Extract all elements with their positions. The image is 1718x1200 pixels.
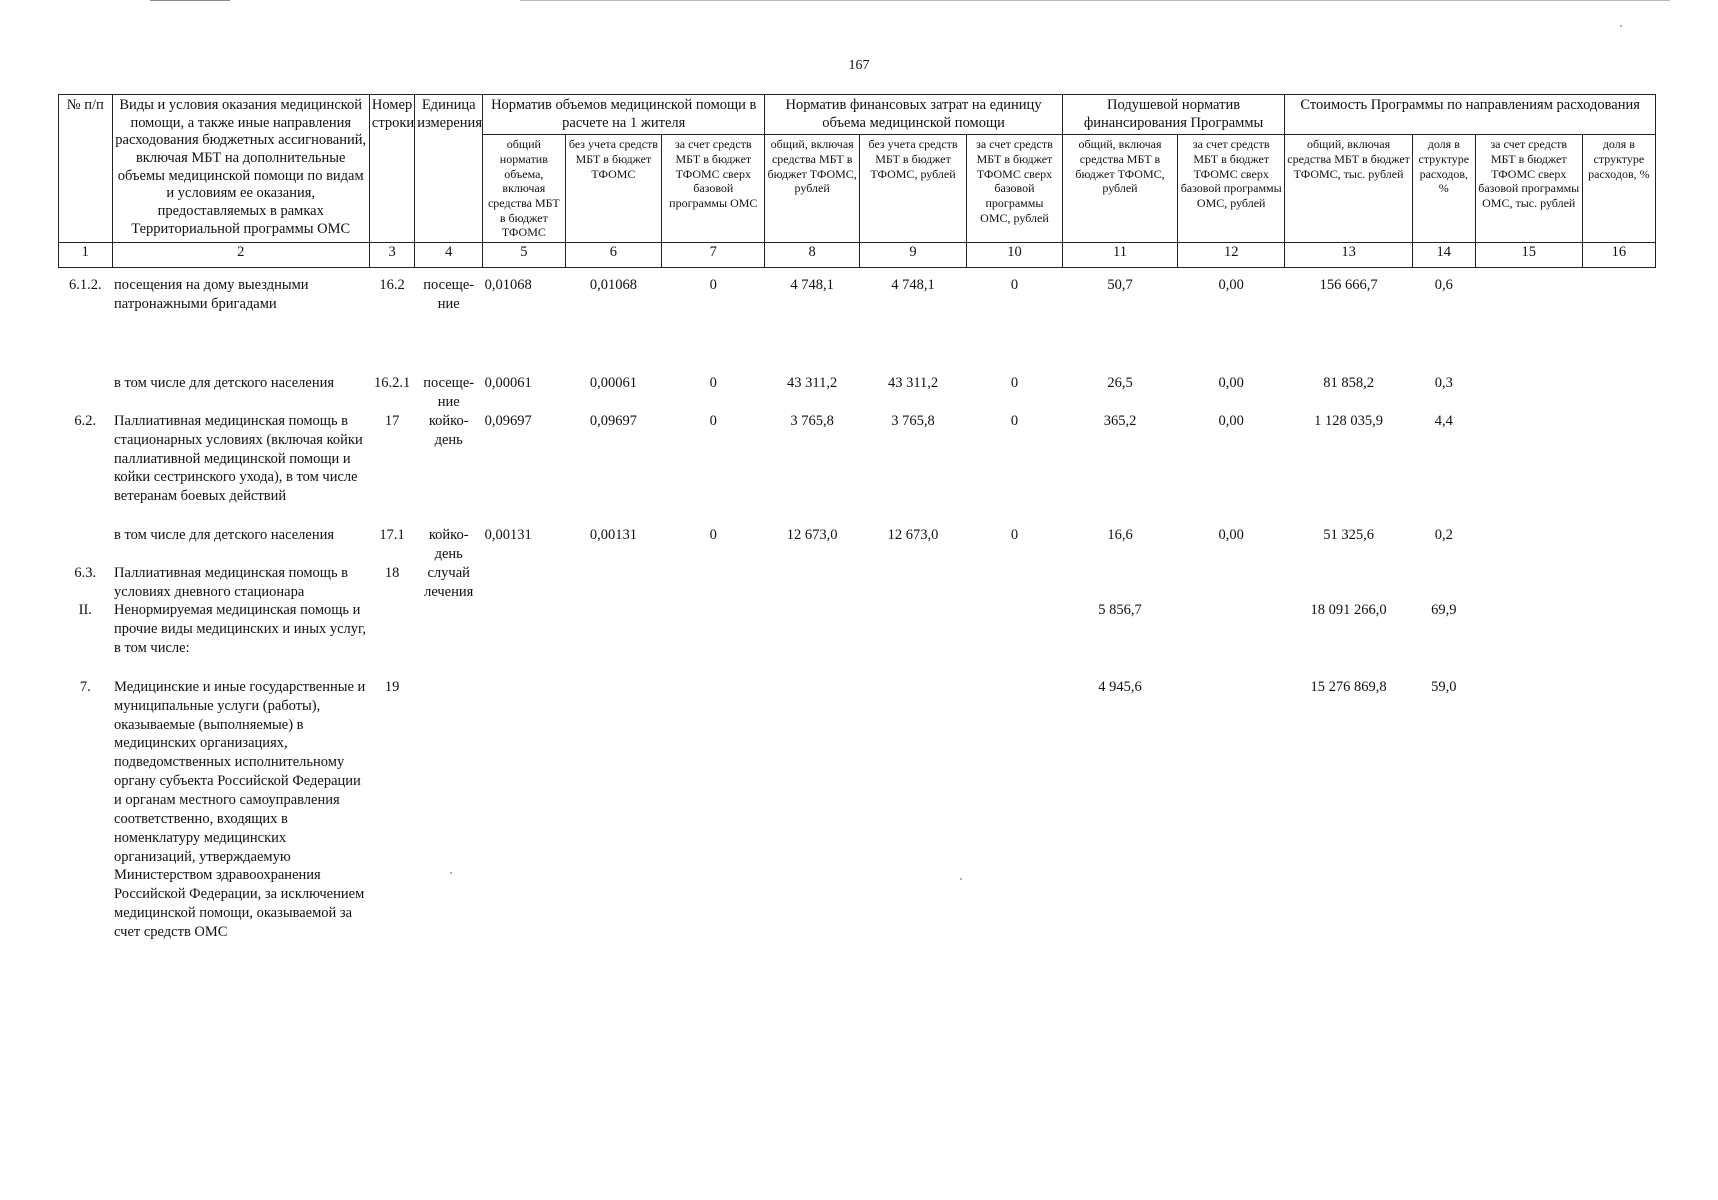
- header-sub-16: доля в структуре расходов, %: [1582, 135, 1655, 242]
- row-unit: койко-день: [428, 527, 469, 562]
- volume-without-mbt: 0,00131: [589, 527, 637, 544]
- row-line-number: 17: [384, 412, 400, 429]
- volume-total: [483, 601, 565, 658]
- scan-speck: [960, 878, 962, 880]
- per-capita-mbt: 0,00: [1218, 412, 1244, 429]
- row-name: Паллиативная медицинская помощь в условиях дневного стационара: [114, 564, 349, 600]
- column-number: 8: [765, 242, 860, 268]
- header-sub-9: без учета средств МБТ в бюджет ТФОМС, рублей: [860, 135, 967, 242]
- cost-total: [1285, 564, 1413, 602]
- volume-total: 0,00131: [484, 527, 532, 544]
- row-name: Паллиативная медицинская помощь в стационарных условиях (включая койки паллиативной медицинской помощи и койки сестринского ухода), в том числе ветеранам боевых действий: [114, 412, 363, 505]
- column-number: 16: [1582, 242, 1655, 268]
- header-col-no: № п/п: [59, 95, 113, 243]
- volume-total: [483, 678, 565, 942]
- volume-without-mbt: [565, 601, 662, 658]
- row-line-number: 19: [384, 678, 400, 695]
- volume-without-mbt: [565, 678, 662, 942]
- cost-mbt: [1475, 276, 1582, 314]
- finance-mbt: 0: [1010, 527, 1019, 544]
- header-sub-5: общий норматив объема, включая средства МБТ в бюджет ТФОМС: [483, 135, 565, 242]
- volume-mbt: [662, 678, 765, 942]
- finance-mbt: [967, 601, 1063, 658]
- column-number: 10: [967, 242, 1063, 268]
- row-number: 7.: [79, 678, 91, 695]
- per-capita-total: 26,5: [1107, 375, 1133, 392]
- per-capita-total: [1062, 564, 1177, 602]
- volume-without-mbt: 0,01068: [589, 277, 637, 294]
- row-name: в том числе для детского населения: [114, 375, 335, 392]
- column-number-row: [59, 242, 1656, 268]
- header-group-per-capita: Подушевой норматив финансирования Программы: [1062, 95, 1284, 135]
- per-capita-mbt: 0,00: [1218, 527, 1244, 544]
- volume-without-mbt: 0,09697: [589, 412, 637, 429]
- cost-mbt: [1475, 412, 1582, 506]
- row-number: [59, 374, 113, 412]
- row-name: в том числе для детского населения: [114, 527, 335, 544]
- per-capita-total: 5 856,7: [1098, 602, 1142, 619]
- cost-total: 156 666,7: [1319, 277, 1378, 294]
- finance-total: [765, 678, 860, 942]
- row-line-number: 16.2: [379, 277, 405, 294]
- cost-total: 18 091 266,0: [1310, 602, 1387, 619]
- header-sub-13: общий, включая средства МБТ в бюджет ТФОМС, тыс. рублей: [1285, 135, 1413, 242]
- finance-without-mbt: [860, 564, 967, 602]
- column-number: 3: [369, 242, 414, 268]
- cost-share: 59,0: [1431, 678, 1457, 695]
- volume-total: [483, 564, 565, 602]
- row-unit: койко-день: [428, 412, 469, 448]
- finance-mbt: 0: [1010, 412, 1019, 429]
- finance-mbt: [967, 564, 1063, 602]
- header-col-unit: Единица измерения: [415, 95, 483, 243]
- per-capita-mbt: [1178, 678, 1285, 942]
- cost-mbt-share: [1582, 678, 1655, 942]
- cost-mbt-share: [1582, 564, 1655, 602]
- volume-mbt: 0: [709, 527, 717, 544]
- table-row: [59, 564, 1656, 602]
- row-line-number: [369, 601, 414, 658]
- row-unit: случай лечения: [424, 564, 474, 600]
- cost-mbt-share: [1582, 526, 1655, 564]
- row-number: [59, 526, 113, 564]
- scan-speck: [450, 872, 452, 874]
- cost-mbt: [1475, 678, 1582, 942]
- row-unit: посеще-ние: [423, 277, 475, 313]
- volume-without-mbt: [565, 564, 662, 602]
- finance-without-mbt: [860, 678, 967, 942]
- header-col-name: Виды и условия оказания медицинской помощи, а также иные направления расходования бюджетных ассигнований, включая МБТ на дополнительные объемы медицинской помощи по видам и условиям ее оказания, предоставляемых в рамках Территориальной программы ОМС: [112, 95, 369, 243]
- column-number: 7: [662, 242, 765, 268]
- per-capita-mbt: [1178, 564, 1285, 602]
- cost-total: 51 325,6: [1323, 527, 1374, 544]
- header-sub-14: доля в структуре расходов, %: [1412, 135, 1475, 242]
- row-name: посещения на дому выездными патронажными бригадами: [114, 277, 309, 313]
- cost-share: 69,9: [1431, 602, 1457, 619]
- finance-total: 43 311,2: [787, 375, 838, 392]
- cost-total: 1 128 035,9: [1314, 412, 1384, 429]
- volume-mbt: 0: [709, 375, 717, 392]
- row-name: Ненормируемая медицинская помощь и прочие виды медицинских и иных услуг, в том числе:: [114, 602, 366, 657]
- per-capita-total: 4 945,6: [1098, 678, 1142, 695]
- cost-share: 0,2: [1434, 527, 1453, 544]
- cost-mbt: [1475, 601, 1582, 658]
- column-number: 15: [1475, 242, 1582, 268]
- scan-speck: [1620, 25, 1622, 27]
- header-sub-10: за счет средств МБТ в бюджет ТФОМС сверх базовой программы ОМС, рублей: [967, 135, 1063, 242]
- finance-without-mbt: [860, 601, 967, 658]
- cost-mbt: [1475, 374, 1582, 412]
- cost-total: 15 276 869,8: [1310, 678, 1387, 695]
- header-group-cost: Стоимость Программы по направлениям расходования: [1285, 95, 1656, 135]
- finance-total: [765, 564, 860, 602]
- volume-total: 0,00061: [484, 375, 532, 392]
- volume-mbt: 0: [709, 277, 717, 294]
- cost-mbt-share: [1582, 374, 1655, 412]
- table-row: [59, 412, 1656, 506]
- column-number: 11: [1062, 242, 1177, 268]
- table-row: [59, 601, 1656, 658]
- column-number: 1: [59, 242, 113, 268]
- row-line-number: 17.1: [379, 527, 405, 544]
- cost-mbt: [1475, 564, 1582, 602]
- row-number: 6.3.: [74, 564, 97, 581]
- scan-edge-line: [150, 0, 230, 1]
- finance-without-mbt: 3 765,8: [891, 412, 935, 429]
- row-number: II.: [78, 602, 92, 619]
- row-unit: посеще-ние: [423, 375, 475, 410]
- finance-total: 4 748,1: [790, 277, 834, 294]
- volume-mbt: [662, 564, 765, 602]
- per-capita-total: 50,7: [1107, 277, 1133, 294]
- header-sub-12: за счет средств МБТ в бюджет ТФОМС сверх базовой программы ОМС, рублей: [1178, 135, 1285, 242]
- row-spacer: [59, 314, 1656, 374]
- table-row: [59, 374, 1656, 412]
- header-sub-6: без учета средств МБТ в бюджет ТФОМС: [565, 135, 662, 242]
- finance-mbt: 0: [1010, 375, 1019, 392]
- per-capita-mbt: 0,00: [1218, 375, 1244, 392]
- per-capita-mbt: [1178, 601, 1285, 658]
- program-cost-table: [58, 94, 1656, 942]
- cost-share: 0,3: [1434, 375, 1453, 392]
- cost-share: [1412, 564, 1475, 602]
- column-number: 14: [1412, 242, 1475, 268]
- header-sub-15: за счет средств МБТ в бюджет ТФОМС сверх базовой программы ОМС, тыс. рублей: [1475, 135, 1582, 242]
- column-number: 5: [483, 242, 565, 268]
- row-line-number: 16.2.1: [373, 375, 411, 392]
- table-row: [59, 276, 1656, 314]
- header-sub-11: общий, включая средства МБТ в бюджет ТФОМС, рублей: [1062, 135, 1177, 242]
- cost-share: 0,6: [1434, 277, 1453, 294]
- row-number: 6.1.2.: [68, 277, 102, 294]
- row-spacer: [59, 658, 1656, 678]
- row-name: Медицинские и иные государственные и муниципальные услуги (работы), оказываемые (выполняемые) в медицинских организациях, подведомственных исполнительному органу субъекта Российской Федерации и органам местного самоуправления соответственно, входящих в номенклатуру медицинских организаций, утверждаемую Министерством здравоохранения Российской Федерации, за исключением медицинской помощи, оказываемой за счет средств ОМС: [114, 678, 366, 940]
- finance-mbt: [967, 678, 1063, 942]
- volume-total: 0,09697: [484, 412, 532, 429]
- row-number: 6.2.: [74, 412, 97, 429]
- finance-without-mbt: 4 748,1: [891, 277, 935, 294]
- column-number: 13: [1285, 242, 1413, 268]
- finance-without-mbt: 12 673,0: [887, 527, 939, 544]
- row-line-number: 18: [384, 564, 400, 581]
- finance-total: [765, 601, 860, 658]
- volume-without-mbt: 0,00061: [589, 375, 637, 392]
- per-capita-total: 365,2: [1103, 412, 1137, 429]
- per-capita-total: 16,6: [1107, 527, 1133, 544]
- per-capita-mbt: 0,00: [1218, 277, 1244, 294]
- row-spacer: [59, 506, 1656, 526]
- table-row: [59, 678, 1656, 942]
- finance-without-mbt: 43 311,2: [887, 375, 939, 392]
- column-number: 6: [565, 242, 662, 268]
- cost-share: 4,4: [1434, 412, 1453, 429]
- row-unit: [415, 678, 483, 942]
- cost-mbt: [1475, 526, 1582, 564]
- row-unit: [415, 601, 483, 658]
- finance-total: 12 673,0: [786, 527, 838, 544]
- scan-edge-line: [520, 0, 1670, 1]
- header-sub-7: за счет средств МБТ в бюджет ТФОМС сверх базовой программы ОМС: [662, 135, 765, 242]
- cost-mbt-share: [1582, 412, 1655, 506]
- cost-mbt-share: [1582, 276, 1655, 314]
- header-col-row: Номер строки: [369, 95, 414, 243]
- column-number: 4: [415, 242, 483, 268]
- volume-mbt: 0: [709, 412, 717, 429]
- volume-mbt: [662, 601, 765, 658]
- header-group-finance: Норматив финансовых затрат на единицу объема медицинской помощи: [765, 95, 1063, 135]
- finance-mbt: 0: [1010, 277, 1019, 294]
- header-group-volume: Норматив объемов медицинской помощи в расчете на 1 жителя: [483, 95, 765, 135]
- cost-total: 81 858,2: [1323, 375, 1374, 392]
- header-sub-8: общий, включая средства МБТ в бюджет ТФОМС, рублей: [765, 135, 860, 242]
- page-number: 167: [848, 58, 870, 73]
- column-number: 9: [860, 242, 967, 268]
- finance-total: 3 765,8: [790, 412, 834, 429]
- table-body: [59, 268, 1656, 942]
- volume-total: 0,01068: [484, 277, 532, 294]
- cost-mbt-share: [1582, 601, 1655, 658]
- column-number: 12: [1178, 242, 1285, 268]
- table-row: [59, 526, 1656, 564]
- column-number: 2: [112, 242, 369, 268]
